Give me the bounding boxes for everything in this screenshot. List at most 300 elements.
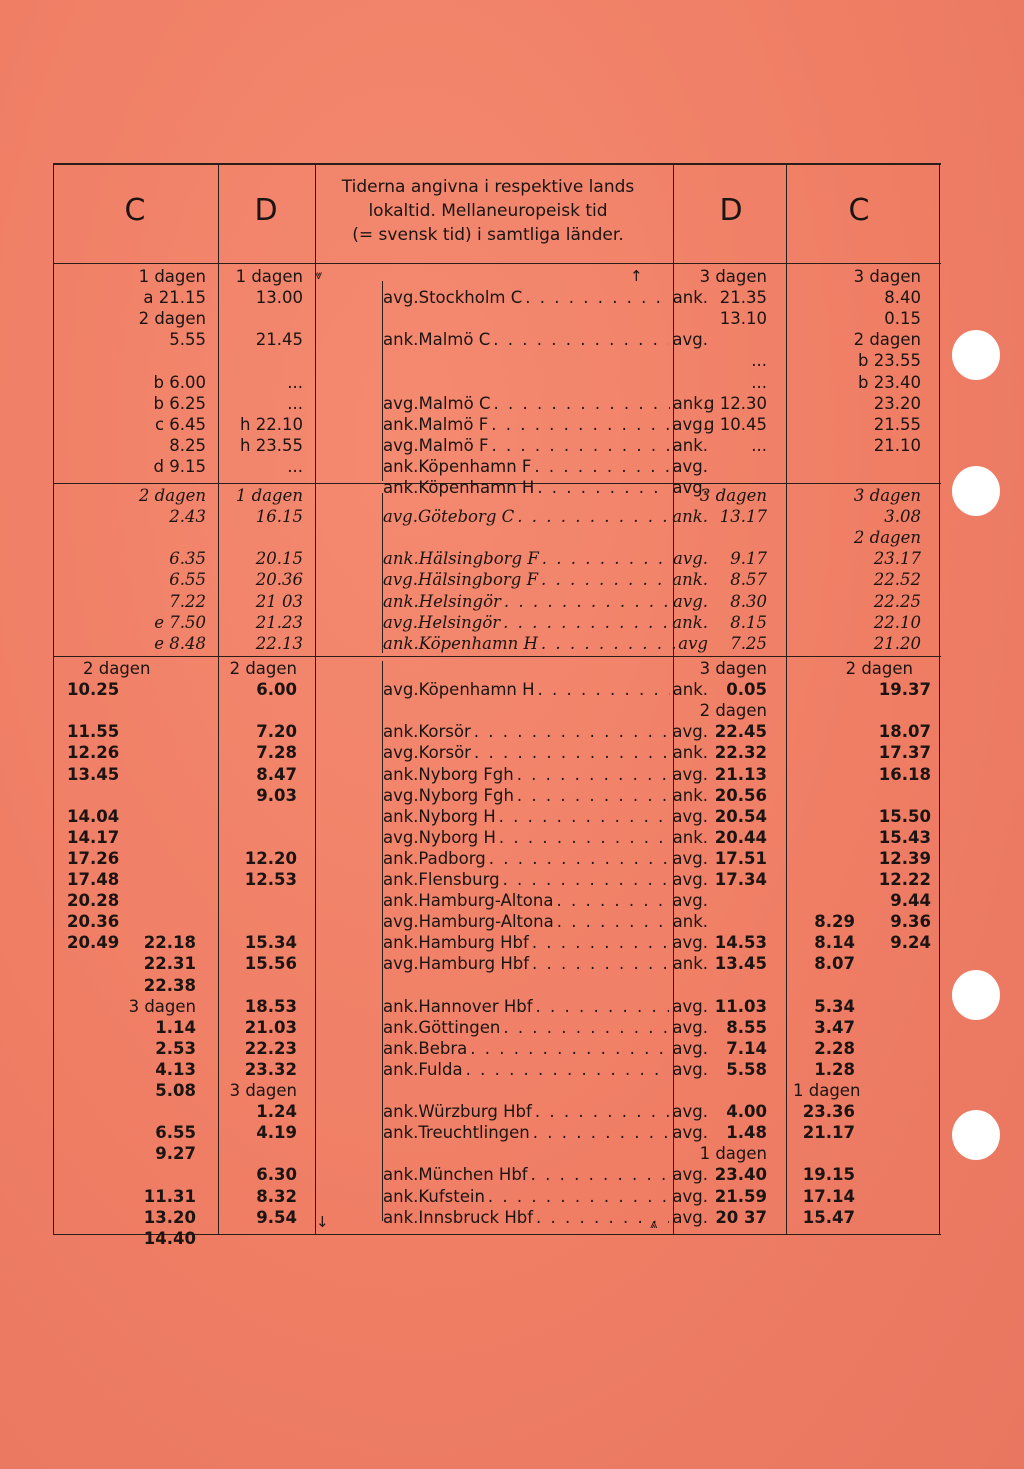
- arrival-departure-label: ank.: [383, 1123, 419, 1143]
- col-c-right-cell: 2 dagen: [853, 330, 921, 350]
- leader-dots: [535, 1101, 670, 1122]
- station-name: Nyborg Fgh: [418, 764, 514, 784]
- col-d-left-cell: 1 dagen: [235, 267, 303, 286]
- leader-dots: [525, 287, 669, 308]
- col-c-right-cell: 8.14: [814, 933, 855, 953]
- col-d-left-cell: 15.34: [244, 933, 297, 953]
- leader-dots: [557, 911, 670, 932]
- station-row: [383, 393, 708, 414]
- col-c-right-cell: 23.36: [802, 1102, 855, 1122]
- station-row: [383, 548, 708, 569]
- leader-dots: [488, 1186, 669, 1207]
- col-c-left-cell: 14.04: [67, 806, 120, 826]
- arrival-departure-label: ank.: [672, 435, 708, 455]
- leader-dots: [531, 1164, 670, 1185]
- col-d-right-cell: 3 dagen: [699, 267, 767, 286]
- col-c-left-cell: 14.17: [67, 827, 120, 847]
- col-d-right-cell: 11.03: [714, 996, 767, 1016]
- col-c-left-cell: a 21.15: [143, 288, 206, 308]
- header-note-line: Tiderna angivna i respektive lands: [341, 177, 635, 197]
- header-col-c-left: C: [124, 193, 146, 228]
- col-d-right-cell: ...: [751, 351, 767, 371]
- col-c-left-cell: 6.55: [169, 570, 206, 590]
- col-d-right-cell: g 12.30: [704, 393, 767, 413]
- col-d-left-cell: 21.45: [255, 330, 303, 350]
- arrival-departure-label: avg.: [383, 288, 419, 307]
- col-d-left-cell: 3 dagen: [229, 1081, 297, 1100]
- station-row: [383, 1122, 708, 1143]
- col-d-left-cell: 6.00: [256, 680, 297, 700]
- arrival-departure-label: ank.: [672, 393, 708, 413]
- arrival-departure-label: avg.: [672, 330, 708, 350]
- col-d-left-cell: 23.32: [244, 1059, 297, 1079]
- col-d-left-cell: 21.03: [244, 1017, 297, 1037]
- leader-dots: [474, 721, 670, 742]
- station-name: Stockholm C: [418, 288, 523, 307]
- col-c-right-cell: 1 dagen: [793, 1081, 861, 1100]
- station-row: [383, 591, 708, 612]
- col-d-left-cell: h 23.55: [240, 435, 303, 455]
- station-row: [383, 1017, 708, 1038]
- col-c-left-cell: 11.55: [67, 722, 120, 742]
- col-d-right-cell: 0.05: [726, 680, 767, 700]
- station-name: Bebra: [418, 1038, 468, 1058]
- col-c-right-cell: 18.07: [878, 722, 931, 742]
- col-d-right-cell: 5.58: [726, 1059, 767, 1079]
- arrival-departure-label: ank.: [672, 570, 708, 590]
- station-name: Malmö C: [418, 393, 491, 413]
- col-d-left-cell: 22.13: [255, 633, 303, 653]
- col-c-right-cell: 3.47: [814, 1017, 855, 1037]
- arrival-departure-label: avg.: [383, 954, 419, 974]
- arrival-departure-label: avg.: [672, 1102, 708, 1122]
- station-row: [383, 633, 708, 654]
- arrival-departure-label: ank.: [672, 612, 708, 632]
- station-row: [383, 477, 708, 498]
- col-c-left-cell: e 8.48: [154, 633, 206, 653]
- leader-dots: [556, 890, 669, 911]
- col-d-right-cell: 8.30: [730, 591, 767, 611]
- col-d-left-cell: 21 03: [255, 591, 303, 611]
- col-d-right-cell: 20.56: [714, 785, 767, 805]
- col-c-left-cell: 2 dagen: [83, 659, 151, 678]
- down-arrow-icon: ↓: [316, 1213, 329, 1231]
- col-d-left-cell: 9.03: [256, 785, 297, 805]
- col-c-right-cell: 21.10: [873, 435, 921, 455]
- col-c-left-cell: 2 dagen: [138, 486, 206, 505]
- station-name: Korsör: [418, 722, 471, 742]
- col-d-right-cell: 22.45: [714, 722, 767, 742]
- leader-dots: [466, 1059, 670, 1080]
- arrival-departure-label: avg.: [672, 870, 708, 889]
- col-d-right-cell: 23.40: [714, 1165, 767, 1185]
- col-c-right-cell: 21.20: [873, 633, 921, 653]
- station-row: [383, 911, 708, 932]
- arrival-departure-label: ank.: [383, 806, 419, 826]
- col-c-left-cell: 13.20: [143, 1207, 196, 1227]
- arrival-departure-label: avg.: [383, 612, 418, 632]
- col-c-left-cell: e 7.50: [154, 612, 206, 632]
- station-name: Göttingen: [418, 1017, 501, 1037]
- station-row: [383, 764, 708, 785]
- col-c-right-cell: b 23.40: [858, 372, 921, 392]
- arrival-departure-label: ank.: [672, 288, 708, 307]
- arrival-departure-label: avg.: [672, 1038, 708, 1058]
- col-d-right-cell: 13.17: [719, 507, 767, 527]
- col-c-left-cell: 5.55: [169, 330, 206, 350]
- col-c-right-cell: 12.39: [878, 848, 931, 868]
- col-d-left-cell: 18.53: [244, 996, 297, 1016]
- station-name: Köpenhamn H: [418, 477, 535, 497]
- leader-dots: [493, 393, 669, 414]
- station-name: München Hbf: [418, 1165, 528, 1185]
- col-c-right-cell: 17.37: [878, 743, 931, 763]
- col-c-right-cell: 9.36: [890, 912, 931, 932]
- arrival-departure-label: ank.: [672, 507, 708, 527]
- arrival-departure-label: avg.: [383, 393, 419, 413]
- col-c-left-cell: 22.31: [143, 954, 196, 974]
- col-d-left-cell: ...: [287, 393, 303, 413]
- col-d-right-cell: 1.48: [726, 1123, 767, 1143]
- col-c-left-cell: 13.45: [67, 764, 120, 784]
- col-c-right-cell: 17.14: [802, 1186, 855, 1206]
- col-d-right-cell: 20.44: [714, 827, 767, 847]
- arrival-departure-label: ank.: [672, 912, 708, 932]
- section-divider-2: [53, 656, 941, 657]
- col-d-right-cell: 22.32: [714, 743, 767, 763]
- col-d-right-cell: 14.53: [714, 933, 767, 953]
- col-c-right-cell: 23.20: [873, 393, 921, 413]
- arrival-departure-label: avg.: [672, 414, 708, 434]
- col-d-right-cell: 4.00: [726, 1102, 767, 1122]
- col-c-left-cell: 5.08: [155, 1081, 196, 1100]
- station-name: Malmö F: [418, 435, 489, 455]
- col-c-left-cell: 22.38: [143, 975, 196, 995]
- station-name: Helsingör: [417, 612, 501, 632]
- col-c-right-cell: 19.15: [802, 1165, 855, 1185]
- col-d-left-cell: 12.20: [244, 848, 297, 868]
- col-c-right-cell: 3.08: [884, 507, 921, 527]
- header-note-line: lokaltid. Mellaneuropeisk tid: [368, 201, 608, 221]
- col-c-left-cell: 2 dagen: [138, 309, 206, 329]
- col-d-left-cell: 8.47: [256, 764, 297, 784]
- col-c-left-cell: 17.26: [67, 848, 120, 868]
- col-c-right-cell: 8.29: [814, 912, 855, 932]
- arrival-departure-label: ank.: [383, 891, 419, 911]
- station-row: [383, 848, 708, 869]
- arrival-departure-label: avg.: [672, 1123, 708, 1143]
- station-name: Göteborg C: [417, 507, 515, 527]
- col-c-left-cell: 6.55: [155, 1123, 196, 1143]
- arrival-departure-label: avg.: [672, 1165, 708, 1185]
- station-row: [383, 1059, 708, 1080]
- col-d-right-cell: 9.17: [730, 549, 767, 569]
- arrival-departure-label: avg.: [672, 722, 708, 742]
- leader-dots: [538, 679, 670, 700]
- leader-dots: [541, 569, 669, 590]
- timetable: [53, 163, 941, 1248]
- col-d-right-cell: 3 dagen: [699, 659, 767, 678]
- col-d-left-cell: 21.23: [255, 612, 303, 632]
- arrival-departure-label: avg.: [672, 1186, 708, 1206]
- col-c-left-cell: 1 dagen: [138, 267, 206, 286]
- station-name: Hamburg-Altona: [418, 912, 554, 932]
- header-divider: [53, 263, 941, 264]
- binder-hole: [952, 330, 1000, 380]
- station-name: Hamburg Hbf: [418, 954, 530, 974]
- leader-dots: [470, 1038, 669, 1059]
- arrival-departure-label: ank.: [383, 1038, 419, 1058]
- up-arrow-icon: ↑: [630, 267, 643, 285]
- station-name: Würzburg Hbf: [418, 1102, 532, 1122]
- col-d-left-cell: 2 dagen: [229, 659, 297, 678]
- col-c-right-cell: 15.43: [878, 827, 931, 847]
- col-c-left-cell: 10.25: [67, 680, 120, 700]
- station-name: Hamburg-Altona: [418, 891, 554, 911]
- arrival-departure-label: ank.: [383, 591, 419, 611]
- col-c-right-cell: 22.10: [873, 612, 921, 632]
- col-border-right: [939, 163, 940, 1235]
- col-d-right-cell: 7.25: [730, 633, 767, 653]
- station-name: Malmö F: [418, 414, 489, 434]
- leader-dots: [536, 996, 670, 1017]
- station-row: [383, 996, 708, 1017]
- station-row: [383, 827, 708, 848]
- arrival-departure-label: avg.: [383, 785, 419, 805]
- arrival-departure-label: ank.: [383, 764, 419, 784]
- col-d-right-cell: 8.55: [726, 1017, 767, 1037]
- col-border-left: [53, 163, 54, 1235]
- header-col-c-right: C: [848, 193, 870, 228]
- col-d-right-cell: 20 37: [715, 1207, 767, 1227]
- station-name: Nyborg H: [418, 827, 496, 847]
- station-row: [383, 890, 708, 911]
- col-d-left-cell: 20.36: [255, 570, 303, 590]
- arrival-departure-label: avg.: [672, 933, 708, 953]
- col-c-left-cell: 3 dagen: [128, 996, 196, 1016]
- header-note: [323, 175, 653, 247]
- leader-dots: [517, 785, 670, 806]
- col-c-right-cell: 19.37: [878, 680, 931, 700]
- col-c-right-cell: 9.24: [890, 933, 931, 953]
- leader-dots: [536, 1207, 669, 1228]
- arrival-departure-label: avg: [678, 633, 708, 653]
- double-up-arrow-icon: ⩓: [650, 1217, 658, 1232]
- leader-dots: [489, 848, 670, 869]
- col-d-left-cell: 15.56: [244, 954, 297, 974]
- leader-dots: [491, 414, 669, 435]
- col-d-left-cell: 1 dagen: [235, 486, 303, 505]
- col-c-left-cell: c 6.45: [154, 414, 206, 434]
- leader-dots: [532, 953, 670, 974]
- col-d-right-cell: 1 dagen: [699, 1144, 767, 1164]
- arrival-departure-label: avg.: [672, 764, 708, 784]
- col-c-right-cell: 3 dagen: [853, 486, 921, 505]
- station-name: Köpenhamn H: [418, 633, 538, 653]
- col-d-left-cell: 4.19: [256, 1123, 297, 1143]
- arrival-departure-label: avg.: [383, 570, 418, 590]
- arrival-departure-label: ank.: [383, 870, 419, 889]
- col-d-right-cell: 20.54: [714, 806, 767, 826]
- col-c-right-cell: 5.34: [814, 996, 855, 1016]
- station-name: Köpenhamn F: [418, 456, 532, 476]
- arrival-departure-label: ank.: [383, 477, 419, 497]
- arrival-departure-label: avg.: [383, 435, 419, 455]
- leader-dots: [534, 456, 669, 477]
- leader-dots: [493, 329, 669, 350]
- col-c-left-cell: 8.25: [169, 435, 206, 455]
- arrival-departure-label: ank.: [383, 549, 419, 569]
- arrival-departure-label: ank.: [383, 414, 419, 434]
- leader-dots: [499, 806, 670, 827]
- arrival-departure-label: avg.: [672, 996, 708, 1016]
- col-d-right-cell: 21.13: [714, 764, 767, 784]
- col-c-right-cell: 22.52: [873, 570, 921, 590]
- leader-dots: [532, 932, 670, 953]
- col-d-right-cell: ...: [751, 435, 767, 455]
- col-c-left-cell: 2.53: [155, 1038, 196, 1058]
- station-name: Nyborg H: [418, 806, 496, 826]
- col-d-left-cell: 12.53: [244, 870, 297, 889]
- station-row: [383, 721, 708, 742]
- station-row: [383, 679, 708, 700]
- header-col-d-left: D: [254, 193, 278, 228]
- col-d-left-cell: ...: [287, 372, 303, 392]
- col-d-right-cell: 2 dagen: [699, 701, 767, 721]
- col-c-right-cell: 8.07: [814, 954, 855, 974]
- col-d-right-cell: 8.57: [730, 570, 767, 590]
- col-d-right-cell: 13.45: [714, 954, 767, 974]
- arrival-departure-label: avg.: [672, 456, 708, 476]
- col-c-right-cell: 2 dagen: [845, 659, 913, 678]
- station-name: Hälsingborg F: [417, 570, 539, 590]
- col-c-right-cell: 21.55: [873, 414, 921, 434]
- col-c-right-cell: 1.28: [814, 1059, 855, 1079]
- col-c-left-cell: 20.28: [67, 891, 120, 911]
- station-row: [383, 1186, 708, 1207]
- col-d-left-cell: 9.54: [256, 1207, 297, 1227]
- col-c-left-cell: 9.27: [155, 1144, 196, 1164]
- station-row: [383, 742, 708, 763]
- leader-dots: [517, 764, 670, 785]
- col-c-right-cell: 21.17: [802, 1123, 855, 1143]
- station-name: Helsingör: [418, 591, 501, 611]
- col-d-right-cell: 17.51: [714, 848, 767, 868]
- station-name: Malmö C: [418, 330, 491, 350]
- leader-dots: [474, 742, 670, 763]
- col-d-left-cell: ...: [287, 456, 303, 476]
- station-row: [383, 1101, 708, 1122]
- col-d-left-cell: 1.24: [256, 1102, 297, 1122]
- col-c-right-cell: 16.18: [878, 764, 931, 784]
- station-name: Padborg: [418, 848, 486, 868]
- leader-dots: [541, 633, 675, 654]
- leader-dots: [517, 506, 669, 527]
- col-c-right-cell: 23.17: [873, 549, 921, 569]
- station-row: [383, 435, 708, 456]
- col-c-right-cell: 15.50: [878, 806, 931, 826]
- arrival-departure-label: avg.: [383, 507, 418, 527]
- arrival-departure-label: ank.: [383, 456, 419, 476]
- station-row: [383, 869, 708, 890]
- col-c-left-cell: 20.36: [67, 912, 120, 932]
- binder-hole: [952, 1110, 1000, 1160]
- col-c-right-cell: b 23.55: [858, 351, 921, 371]
- arrival-departure-label: ank.: [383, 1207, 419, 1227]
- leader-dots: [499, 827, 670, 848]
- col-border-d-c: [786, 163, 787, 1235]
- col-c-right-cell: 15.47: [802, 1207, 855, 1227]
- col-d-left-cell: 7.20: [256, 722, 297, 742]
- col-c-right-cell: 2.28: [814, 1038, 855, 1058]
- arrival-departure-label: avg.: [673, 549, 708, 569]
- station-name: Köpenhamn H: [418, 680, 535, 700]
- arrival-departure-label: ank.: [672, 680, 708, 700]
- header-note-line: (= svensk tid) i samtliga länder.: [352, 225, 624, 245]
- col-c-right-cell: 12.22: [878, 870, 931, 889]
- station-row: [383, 569, 708, 590]
- col-d-left-cell: 7.28: [256, 743, 297, 763]
- col-border-d-station: [315, 163, 316, 1235]
- station-name: Fulda: [418, 1059, 463, 1079]
- arrival-departure-label: avg.: [672, 477, 708, 497]
- station-name: Flensburg: [418, 870, 500, 889]
- arrival-departure-label: avg.: [672, 891, 708, 911]
- col-d-right-cell: 21.59: [714, 1186, 767, 1206]
- arrival-departure-label: avg.: [673, 591, 708, 611]
- col-c-right-cell: 9.44: [890, 891, 931, 911]
- leader-dots: [504, 591, 670, 612]
- col-d-right-cell: 8.15: [730, 612, 767, 632]
- arrival-departure-label: avg.: [672, 1207, 708, 1227]
- arrival-departure-label: ank.: [672, 827, 708, 847]
- col-d-left-cell: 22.23: [244, 1038, 297, 1058]
- leader-dots: [491, 435, 669, 456]
- leader-dots: [542, 548, 670, 569]
- station-row: [383, 785, 708, 806]
- station-row: [383, 953, 708, 974]
- leader-dots: [533, 1122, 670, 1143]
- station-name: Hamburg Hbf: [418, 933, 529, 953]
- arrival-departure-label: avg.: [383, 680, 419, 700]
- col-c-left-cell: b 6.25: [153, 393, 206, 413]
- col-c-right-cell: 3 dagen: [853, 267, 921, 286]
- binder-hole: [952, 970, 1000, 1020]
- arrival-departure-label: avg.: [383, 827, 419, 847]
- station-row: [383, 1164, 708, 1185]
- col-d-right-cell: 3 dagen: [699, 486, 767, 505]
- arrival-departure-label: ank.: [383, 722, 419, 742]
- binder-hole: [952, 466, 1000, 516]
- col-c-left-cell: 17.48: [67, 870, 120, 889]
- col-d-left-cell: 20.15: [255, 549, 303, 569]
- arrival-departure-label: ank.: [383, 1059, 419, 1079]
- col-d-right-cell: ...: [751, 372, 767, 392]
- leader-dots: [503, 612, 669, 633]
- col-c-left-cell: 12.26: [67, 743, 120, 763]
- col-c-left-cell: 22.18: [143, 933, 196, 953]
- arrival-departure-label: ank.: [383, 330, 419, 350]
- arrival-departure-label: ank.: [383, 633, 419, 653]
- station-row: [383, 612, 708, 633]
- arrival-departure-label: avg.: [672, 806, 708, 826]
- col-d-right-cell: 17.34: [714, 870, 767, 889]
- col-c-right-cell: 22.25: [873, 591, 921, 611]
- arrival-departure-label: ank.: [383, 996, 419, 1016]
- col-d-right-cell: 7.14: [726, 1038, 767, 1058]
- station-row: [383, 287, 708, 308]
- station-name: Hannover Hbf: [418, 996, 533, 1016]
